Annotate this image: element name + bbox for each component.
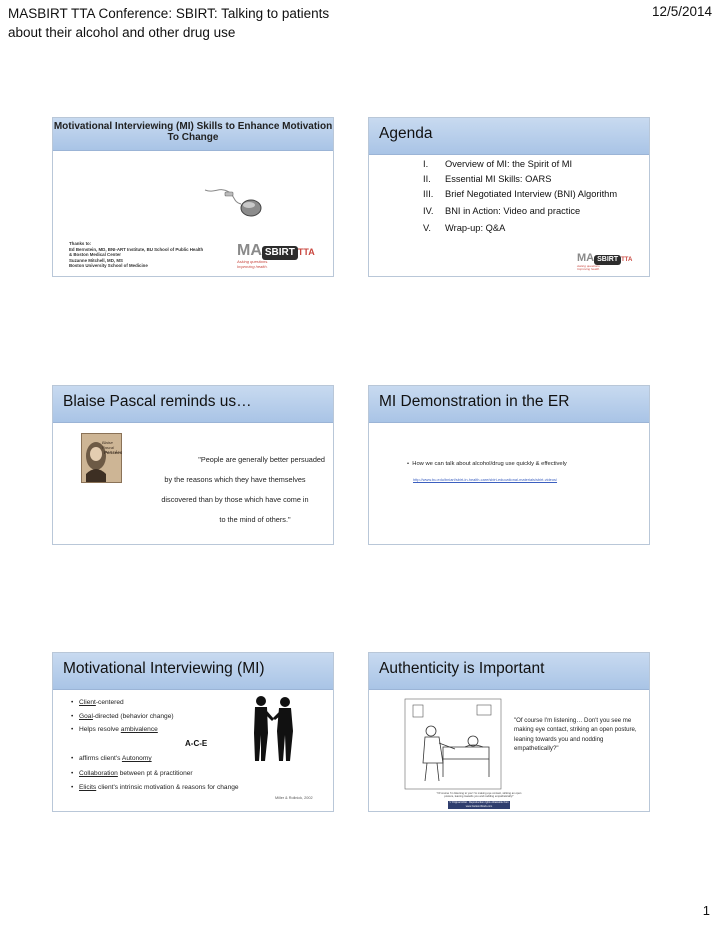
page-header-title: MASBIRT TTA Conference: SBIRT: Talking to patients about their alcohol and other drug use bbox=[8, 6, 330, 40]
agenda-item: II. Essential MI Skills: OARS bbox=[423, 174, 552, 184]
mi-ace-bullets bbox=[71, 752, 239, 796]
list-item: • Client-centered bbox=[71, 696, 174, 710]
slide-title: Agenda bbox=[379, 125, 433, 142]
slide-title: Motivational Interviewing (MI) Skills to Enhance Motivation To Change bbox=[53, 121, 333, 143]
citation: Miller & Rollnick, 2002 bbox=[275, 796, 313, 800]
slide-header bbox=[369, 386, 649, 423]
agenda-list bbox=[423, 158, 643, 237]
page-header-date: 12/5/2014 bbox=[651, 4, 712, 19]
list-item: • Collaboration between pt & practitioner bbox=[71, 767, 239, 782]
slide-authenticity bbox=[368, 652, 650, 812]
agenda-item: V. Wrap-up: Q&A bbox=[423, 223, 506, 233]
masbirt-logo: MA SBIRT TTA Asking questions. Improving health. bbox=[237, 242, 315, 269]
silhouette-figures-image bbox=[246, 693, 300, 763]
portrait-caption: Blaise Pascal bbox=[102, 440, 115, 450]
authenticity-quote: "Of course I'm listening… Don't you see me making eye contact, striking an open posture, leaning towards you and nodding empathetically?" bbox=[514, 717, 637, 753]
page-number: 1 bbox=[702, 903, 710, 918]
acknowledgements: Thanks to: Ed Bernstein, MD, BNI-ART Institute, BU School of Public Health & Boston Medical Center Suzanne Mitchell, MD, MS Boston University School of Medicine bbox=[69, 241, 204, 269]
list-item: • Helps resolve ambivalence bbox=[71, 723, 174, 737]
pascal-portrait bbox=[81, 433, 122, 483]
list-item: • Elicits client's intrinsic motivation & reasons for change bbox=[71, 781, 239, 796]
slide-pascal bbox=[52, 385, 334, 545]
slide-header bbox=[369, 653, 649, 690]
slide-header bbox=[53, 386, 333, 423]
slide-title: Motivational Interviewing (MI) bbox=[63, 660, 265, 677]
slide-header bbox=[53, 118, 333, 151]
slide-agenda bbox=[368, 117, 650, 277]
slide-header bbox=[53, 653, 333, 690]
masbirt-logo: MA SBIRT TTA Asking questions. Improving health. bbox=[577, 252, 633, 272]
slide-mi-demo bbox=[368, 385, 650, 545]
portrait-caption: Pensées bbox=[104, 450, 123, 455]
sbirt-videos-link[interactable]: http://www.bu.edu/bniart/sbirt-in-health-care/sbirt-educational-materials/sbirt-videos/ bbox=[413, 477, 558, 482]
cartoon-caption: "Of course I'm listening to you! I'm making eye contact, striking an open posture, leaning towards you and nodding empathetically!" bbox=[436, 792, 522, 799]
pascal-quote: "People are generally better persuaded by the reasons which they have themselves discovered than by those which have come in to the mind of others." bbox=[161, 455, 325, 524]
slide-header bbox=[369, 118, 649, 155]
slide-title: MI Demonstration in the ER bbox=[379, 393, 570, 410]
slide-title: Authenticity is Important bbox=[379, 660, 545, 677]
slide-title: Blaise Pascal reminds us… bbox=[63, 393, 252, 410]
list-item: • Goal-directed (behavior change) bbox=[71, 710, 174, 724]
list-item: • affirms client's Autonomy bbox=[71, 752, 239, 767]
doctor-patient-cartoon bbox=[403, 697, 503, 791]
agenda-item: I. Overview of MI: the Spirit of MI bbox=[423, 159, 573, 169]
agenda-item: IV. BNI in Action: Video and practice bbox=[423, 206, 581, 216]
computer-mouse-image bbox=[203, 176, 273, 228]
slide-title-slide bbox=[52, 117, 334, 277]
demo-bullet: • How we can talk about alcohol/drug use quickly & effectively bbox=[407, 461, 567, 467]
ace-heading: A-C-E bbox=[185, 739, 208, 748]
mi-bullets bbox=[71, 696, 174, 737]
slide-mi-definition bbox=[52, 652, 334, 812]
agenda-item: III. Brief Negotiated Interview (BNI) Algorithm bbox=[423, 189, 618, 199]
cartoon-credit: © Original Artist · Reproduction rights obtainable from www.CartoonStock.com bbox=[449, 801, 509, 808]
